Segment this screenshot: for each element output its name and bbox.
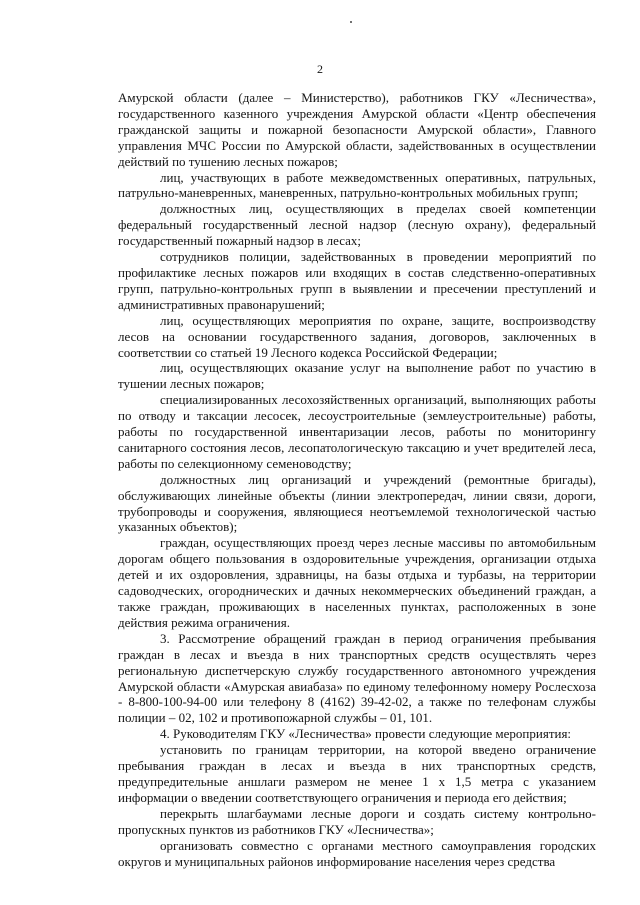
paragraph: Амурской области (далее – Министерство), работников ГКУ «Лесничества», государственного казенного учреждения Амурской области «Центр обеспечения гражданской защиты и пожарной безопасности Амурской области», Главного управления МЧС России по Амурской области, задействованных в осуществлении действий по тушению лесных пожаров; (118, 90, 596, 169)
paragraph: лиц, осуществляющих оказание услуг на выполнение работ по участию в тушении лесных пожаров; (118, 360, 596, 392)
paragraph: специализированных лесохозяйственных организаций, выполняющих работы по отводу и таксации лесосек, лесоустроительные (землеустроительные) работы, работы по государственной инвентаризации лесов, работы по мониторингу санитарного состояния лесов, лесопатологическую таксацию и учет вредителей леса, работы по селекционному семеноводству; (118, 392, 596, 471)
paragraph: организовать совместно с органами местного самоуправления городских округов и муниципальных районов информирование населения через средства (118, 837, 596, 869)
paragraph: 3. Рассмотрение обращений граждан в период ограничения пребывания граждан в лесах и въезда в них транспортных средств осуществлять через региональную диспетчерскую службу государственного автономного учреждения Амурской области «Амурская авиабаза» по единому телефонному номеру Рослесхоза - 8-800-100-94-00 или телефону 8 (4162) 39-42-02, а также по телефонам службы полиции – 02, 102 и противопожарной службы – 01, 101. (118, 630, 596, 726)
paragraph: должностных лиц организаций и учреждений (ремонтные бригады), обслуживающих линейные объекты (линии электропередач, линии связи, дороги, трубопроводы и сооружения, являющиеся неотъемлемой технологической частью указанных объектов); (118, 471, 596, 535)
document-body (118, 90, 596, 869)
paragraph: перекрыть шлагбаумами лесные дороги и создать систему контрольно-пропускных пунктов из работников ГКУ «Лесничества»; (118, 805, 596, 837)
scan-speck (350, 21, 352, 23)
page-number: 2 (317, 62, 323, 76)
paragraph: сотрудников полиции, задействованных в проведении мероприятий по профилактике лесных пожаров или входящих в состав следственно-оперативных групп, патрульно-контрольных групп в выявлении и пресечении преступлений и административных правонарушений; (118, 249, 596, 312)
paragraph: лиц, участвующих в работе межведомственных оперативных, патрульных, патрульно-маневренных, маневренных, патрульно-контрольных мобильных групп; (118, 169, 596, 201)
paragraph: должностных лиц, осуществляющих в пределах своей компетенции федеральный государственный лесной надзор (лесную охрану), федеральный государственный пожарный надзор в лесах; (118, 201, 596, 249)
paragraph: установить по границам территории, на которой введено ограничение пребывания граждан в лесах и въезда в них транспортных средств, предупредительные аншлаги размером не менее 1 х 1,5 метра с указанием информации о введении соответствующего ограничения и периода его действия; (118, 742, 596, 805)
paragraph: 4. Руководителям ГКУ «Лесничества» провести следующие мероприятия: (160, 726, 572, 742)
paragraph: лиц, осуществляющих мероприятия по охране, защите, воспроизводству лесов на основании государственного задания, договоров, заключенных в соответствии со статьей 19 Лесного кодекса Российской Федерации; (118, 312, 596, 360)
paragraph: граждан, осуществляющих проезд через лесные массивы по автомобильным дорогам общего пользования в оздоровительные учреждения, организации отдыха детей и их оздоровления, здравницы, на базы отдыха и турбазы, на территории садоводческих, огороднических и дачных некоммерческих объединений граждан, а также граждан, проживающих в населенных пунктах, расположенных в зоне действия режима ограничения. (118, 535, 596, 630)
